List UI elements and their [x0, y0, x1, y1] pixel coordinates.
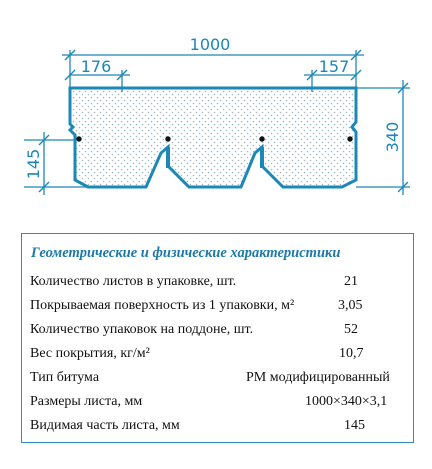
spec-label: Видимая часть листа, мм: [30, 418, 180, 433]
nail-point: [165, 136, 170, 141]
spec-label: Покрываемая поверхность из 1 упаковки, м²: [30, 298, 295, 313]
nail-point: [76, 136, 81, 141]
spec-label: Тип битума: [30, 370, 100, 385]
spec-row: [30, 322, 405, 344]
dimension-tab-height-label: 145: [24, 148, 43, 180]
spec-value: 3,05: [338, 298, 363, 313]
spec-value: 145: [344, 418, 365, 433]
dimension-height-label: 340: [383, 121, 402, 153]
spec-value: 52: [344, 322, 358, 337]
specs-table: [21, 233, 414, 443]
spec-label: Количество упаковок на поддоне, шт.: [30, 322, 254, 337]
spec-value: 1000×340×3,1: [305, 394, 388, 409]
spec-label: Размеры листа, мм: [30, 394, 143, 409]
spec-row: [30, 370, 405, 392]
spec-row: [30, 394, 405, 416]
spec-value: 21: [344, 274, 358, 289]
dimension-right-offset-label: 157: [318, 57, 350, 76]
nail-point: [347, 136, 352, 141]
nail-point: [259, 136, 264, 141]
shingle-drawing: [0, 0, 432, 230]
spec-row: [30, 274, 405, 296]
spec-row: [30, 298, 405, 320]
spec-label: Вес покрытия, кг/м²: [30, 346, 150, 361]
spec-row: [30, 418, 405, 440]
dimension-left-offset-label: 176: [80, 57, 112, 76]
spec-value: 10,7: [339, 346, 364, 361]
spec-value: РМ модифицированный: [246, 370, 390, 385]
specs-title: Геометрические и физические характеристики: [31, 245, 341, 261]
shingle-sheet-outline: [70, 88, 356, 187]
dimension-total-width-label: 1000: [189, 35, 231, 54]
spec-label: Количество листов в упаковке, шт.: [30, 274, 237, 289]
spec-row: [30, 346, 405, 368]
